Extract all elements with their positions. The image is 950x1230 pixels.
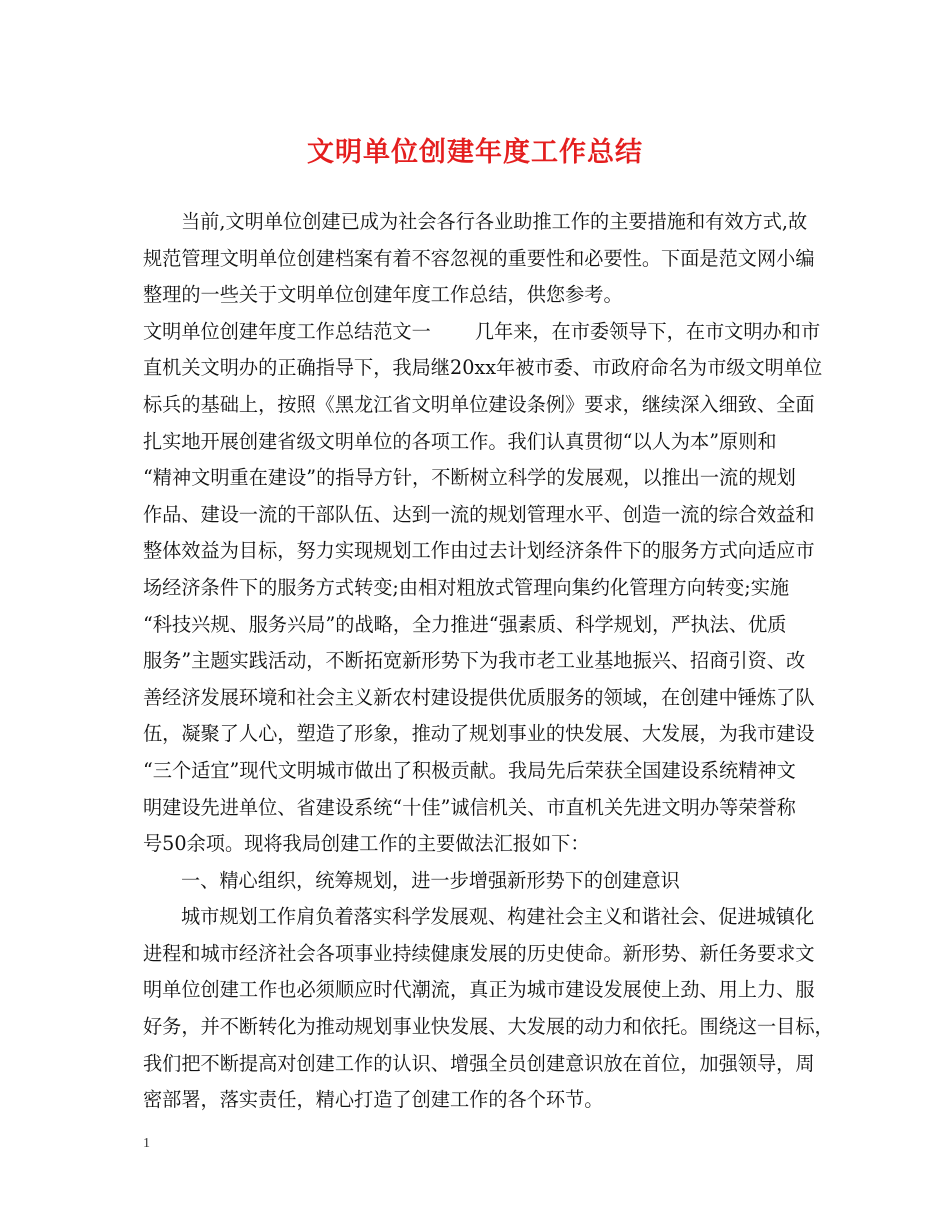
paragraph-line: 好务，并不断转化为推动规划事业快发展、大发展的动力和依托。围绕这一目标， (143, 1015, 834, 1039)
paragraph-line: “精神文明重在建设”的指导方针，不断树立科学的发展观，以推出一流的规划 (143, 466, 796, 490)
paragraph-line: 标兵的基础上，按照《黑龙江省文明单位建设条例》要求，继续深入细致、全面 (143, 392, 815, 416)
paragraph-line: “三个适宜”现代文明城市做出了积极贡献。我局先后荣获全国建设系统精神文 (143, 758, 796, 782)
paragraph-line: 我们把不断提高对创建工作的认识、增强全员创建意识放在首位，加强领导，周 (143, 1051, 815, 1075)
paragraph-line: 密部署，落实责任，精心打造了创建工作的各个环节。 (143, 1088, 604, 1112)
paragraph-line: 伍，凝聚了人心，塑造了形象，推动了规划事业的快发展、大发展，为我市建设 (143, 722, 815, 746)
section-heading: 文明单位创建年度工作总结范文一 (143, 319, 431, 343)
paragraph-line: “科技兴规、服务兴局”的战略，全力推进“强素质、科学规划，严执法、优质 (143, 612, 787, 636)
section-heading: 一、精心组织，统筹规划，进一步增强新形势下的创建意识 (181, 868, 680, 892)
paragraph-line: 整体效益为目标，努力实现规划工作由过去计划经济条件下的服务方式向适应市 (143, 539, 815, 563)
paragraph-line: 作品、建设一流的干部队伍、达到一流的规划管理水平、创造一流的综合效益和 (143, 502, 815, 526)
paragraph-line: 直机关文明办的正确指导下，我局继20xx年被市委、市政府命名为市级文明单位 (143, 356, 823, 380)
paragraph-line: 进程和城市经济社会各项事业持续健康发展的历史使命。新形势、新任务要求文 (143, 941, 815, 965)
paragraph-text: 几年来，在市委领导下，在市文明办和市 (474, 319, 821, 343)
paragraph-line: 场经济条件下的服务方式转变;由相对粗放式管理向集约化管理方向转变;实施 (143, 575, 790, 599)
paragraph-line (143, 314, 821, 351)
page-number: 1 (143, 1136, 150, 1151)
paragraph-line: 扎实地开展创建省级文明单位的各项工作。我们认真贯彻“以人为本”原则和 (143, 429, 777, 453)
paragraph-line: 善经济发展环境和社会主义新农村建设提供优质服务的领域，在创建中锤炼了队 (143, 685, 815, 709)
paragraph-line: 服务”主题实践活动，不断拓宽新形势下为我市老工业基地振兴、招商引资、改 (143, 649, 806, 673)
paragraph-line: 当前,文明单位创建已成为社会各行各业助推工作的主要措施和有效方式,故 (181, 210, 808, 233)
paragraph-line: 规范管理文明单位创建档案有着不容忽视的重要性和必要性。下面是范文网小编 (143, 246, 815, 270)
paragraph-line: 整理的一些关于文明单位创建年度工作总结，供您参考。 (143, 283, 623, 307)
document-title: 文明单位创建年度工作总结 (307, 137, 643, 168)
paragraph-line: 明单位创建工作也必须顺应时代潮流，真正为城市建设发展使上劲、用上力、服 (143, 978, 815, 1002)
document-body (143, 204, 834, 1119)
paragraph-line: 号50余项。现将我局创建工作的主要做法汇报如下： (143, 832, 590, 856)
paragraph-line: 城市规划工作肩负着落实科学发展观、构建社会主义和谐社会、促进城镇化 (181, 905, 815, 929)
paragraph-line: 明建设先进单位、省建设系统“十佳”诚信机关、市直机关先进文明办等荣誉称 (143, 795, 796, 819)
